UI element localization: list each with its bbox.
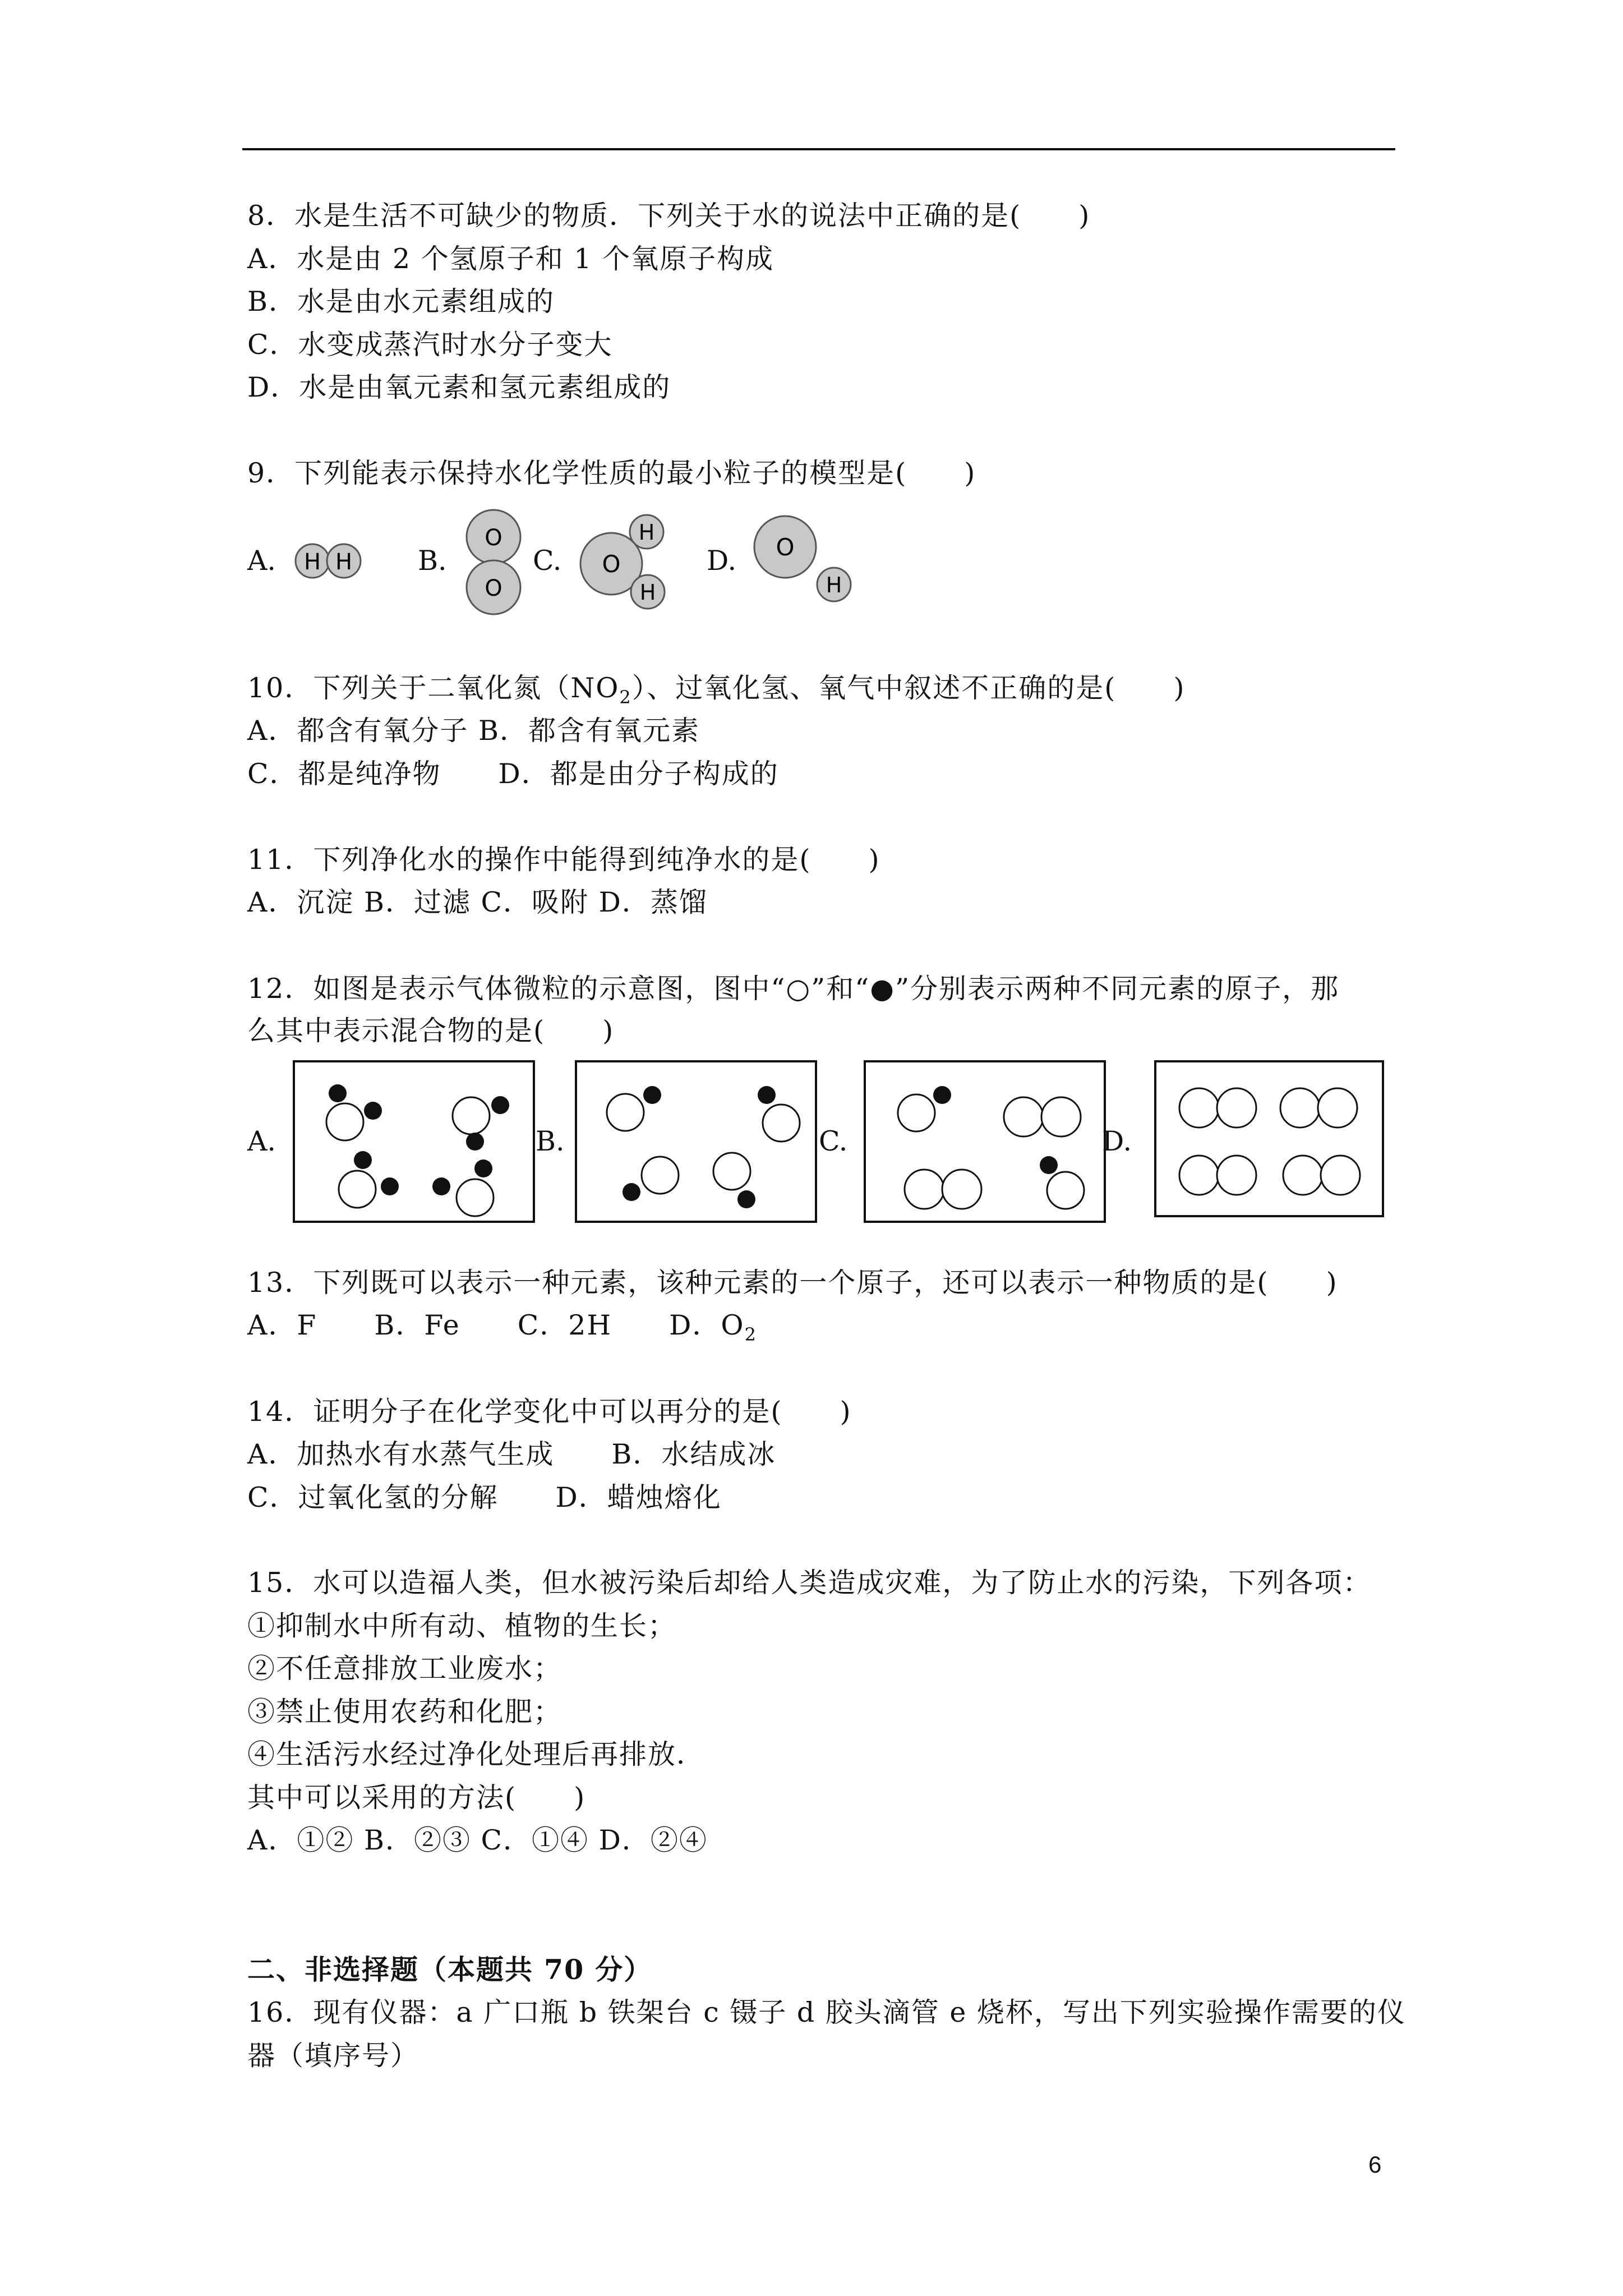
q12-label-b: B.	[536, 1125, 565, 1157]
header-rule	[242, 148, 1395, 150]
q8-option-a: A．水是由 2 个氢原子和 1 个氧原子构成	[247, 243, 774, 275]
q12-diagram-a	[293, 1060, 535, 1223]
q15-item-4: ④生活污水经过净化处理后再排放．	[247, 1738, 706, 1770]
q12-diagram-b	[575, 1060, 817, 1223]
q12-label-a: A.	[247, 1125, 276, 1157]
section-2-heading: 二、非选择题（本题共 70 分）	[247, 1953, 653, 1986]
q9-model-a	[289, 536, 367, 586]
q12-stem-line-2: 么其中表示混合物的是( )	[247, 1015, 615, 1047]
q16-line-1: 16．现有仪器：a 广口瓶 b 铁架台 c 镊子 d 胶头滴管 e 烧杯，写出下列实验操作需要的仪	[247, 1996, 1406, 2028]
page-number: 6	[1368, 2151, 1382, 2178]
q16-line-2: 器（填序号）	[247, 2040, 419, 2072]
q9-a-h-label-2: H	[335, 549, 353, 575]
q8-option-c: C．水变成蒸汽时水分子变大	[247, 329, 613, 361]
q14-row-1: A．加热水有水蒸气生成 B．水结成冰	[247, 1438, 776, 1470]
q9-model-c	[575, 510, 676, 614]
q9-a-h-label-1: H	[303, 549, 321, 575]
q8-option-d: D．水是由氧元素和氢元素组成的	[247, 371, 671, 403]
q9-label-c: C.	[533, 545, 562, 577]
q9-c-o-label: O	[602, 550, 621, 578]
q9-d-h-label: H	[826, 573, 842, 597]
q14-stem: 14．证明分子在化学变化中可以再分的是( )	[247, 1396, 852, 1428]
q15-options: A．①② B．②③ C．①④ D．②④	[247, 1824, 708, 1856]
q11-options: A．沉淀 B．过滤 C．吸附 D．蒸馏	[247, 886, 708, 918]
q8-option-b: B．水是由水元素组成的	[247, 286, 555, 318]
q9-model-b	[457, 508, 530, 617]
q14-row-2: C．过氧化氢的分解 D．蜡烛熔化	[247, 1481, 722, 1513]
q9-model-d	[749, 513, 861, 611]
q15-item-3: ③禁止使用农药和化肥；	[247, 1696, 562, 1728]
q9-d-o-label: O	[776, 533, 795, 561]
q9-stem: 9．下列能表示保持水化学性质的最小粒子的模型是( )	[247, 457, 976, 489]
q12-label-d: D.	[1102, 1125, 1132, 1157]
q15-prompt: 其中可以采用的方法( )	[247, 1782, 586, 1814]
q9-b-o-label-2: O	[485, 576, 502, 601]
q13-stem: 13．下列既可以表示一种元素，该种元素的一个原子，还可以表示一种物质的是( )	[247, 1267, 1338, 1299]
q13-options: A．F B．Fe C．2H D．$O_2$	[247, 1309, 757, 1345]
q15-item-2: ②不任意排放工业废水；	[247, 1653, 562, 1685]
q15-item-1: ①抑制水中所有动、植物的生长；	[247, 1610, 677, 1642]
q9-label-a: A.	[247, 545, 276, 577]
q10-row-2: C．都是纯净物 D．都是由分子构成的	[247, 758, 779, 790]
q9-c-h-label-1: H	[638, 520, 655, 545]
q10-row-1: A．都含有氧分子 B．都含有氧元素	[247, 715, 700, 747]
q9-label-b: B.	[418, 545, 447, 577]
q12-diagram-c	[864, 1060, 1106, 1223]
q8-stem: 8．水是生活不可缺少的物质．下列关于水的说法中正确的是( )	[247, 200, 1091, 232]
q9-c-h-label-2: H	[639, 580, 656, 605]
q11-stem: 11．下列净化水的操作中能得到纯净水的是( )	[247, 844, 880, 876]
q9-label-d: D.	[707, 545, 737, 577]
q12-stem-line-1: 12．如图是表示气体微粒的示意图，图中“○”和“●”分别表示两种不同元素的原子，那	[247, 973, 1340, 1005]
q9-b-o-label-1: O	[485, 525, 502, 551]
q10-stem: 10．下列关于二氧化氮$(NO_2)$、过氧化氢、氧气中叙述不正确的是( )	[247, 672, 1186, 708]
q15-stem: 15．水可以造福人类，但水被污染后却给人类造成灾难，为了防止水的污染，下列各项：	[247, 1567, 1372, 1599]
q12-label-c: C.	[819, 1125, 848, 1157]
q12-diagram-d	[1154, 1060, 1384, 1217]
